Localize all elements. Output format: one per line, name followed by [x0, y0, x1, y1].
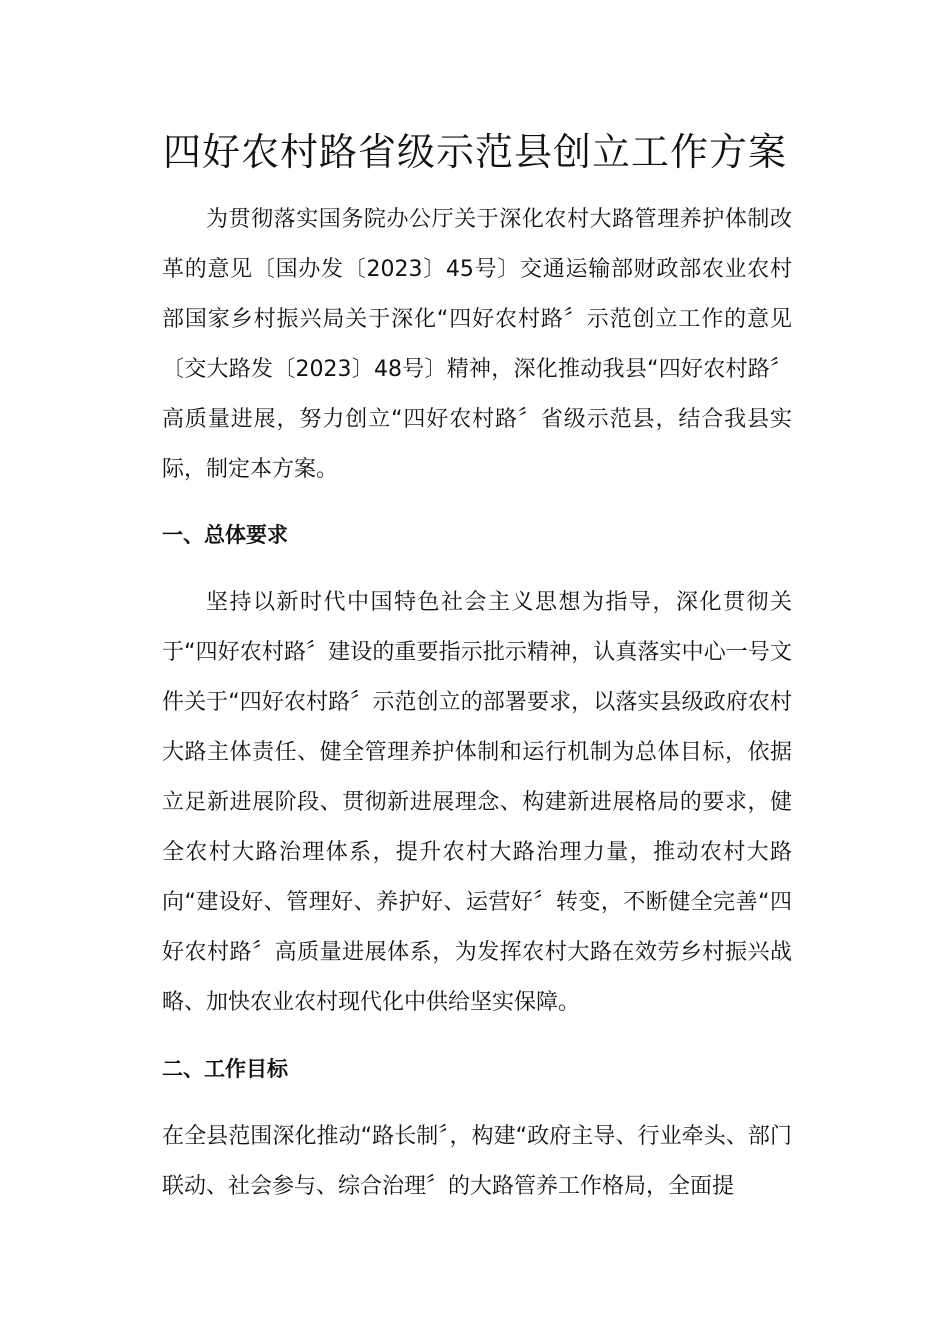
section-heading-overall-requirements: 一、总体要求 [162, 523, 288, 547]
section-body-overall-requirements: 坚持以新时代中国特色社会主义思想为指导，深化贯彻关于“四好农村路〞建设的重要指示批示精神，认真落实中心一号文件关于“四好农村路〞示范创立的部署要求，以落实县级政府农村大路主体责任、健全管理养护体制和运行机制为总体目标，依据立足新进展阶段、贯彻新进展理念、构建新进展格局的要求，健全农村大路治理体系，提升农村大路治理力量，推动农村大路向“建设好、管理好、养护好、运营好〞转变，不断健全完善“四好农村路〞高质量进展体系，为发挥农村大路在效劳乡村振兴战略、加快农业农村现代化中供给坚实保障。 [162, 590, 792, 1015]
document-title: 四好农村路省级示范县创立工作方案 [162, 130, 787, 174]
section-heading-work-goals: 二、工作目标 [162, 1057, 288, 1081]
section-body-work-goals: 在全县范围深化推动“路长制〞，构建“政府主导、行业牵头、部门联动、社会参与、综合治理〞的大路管养工作格局，全面提 [162, 1124, 792, 1199]
intro-paragraph: 为贯彻落实国务院办公厅关于深化农村大路管理养护体制改革的意见〔国办发〔2023〕45号〕交通运输部财政部农业农村部国家乡村振兴局关于深化“四好农村路〞示范创立工作的意见〔交大路发〔2023〕48号〕精神，深化推动我县“四好农村路〞高质量进展，努力创立“四好农村路〞省级示范县，结合我县实际，制定本方案。 [162, 207, 792, 482]
